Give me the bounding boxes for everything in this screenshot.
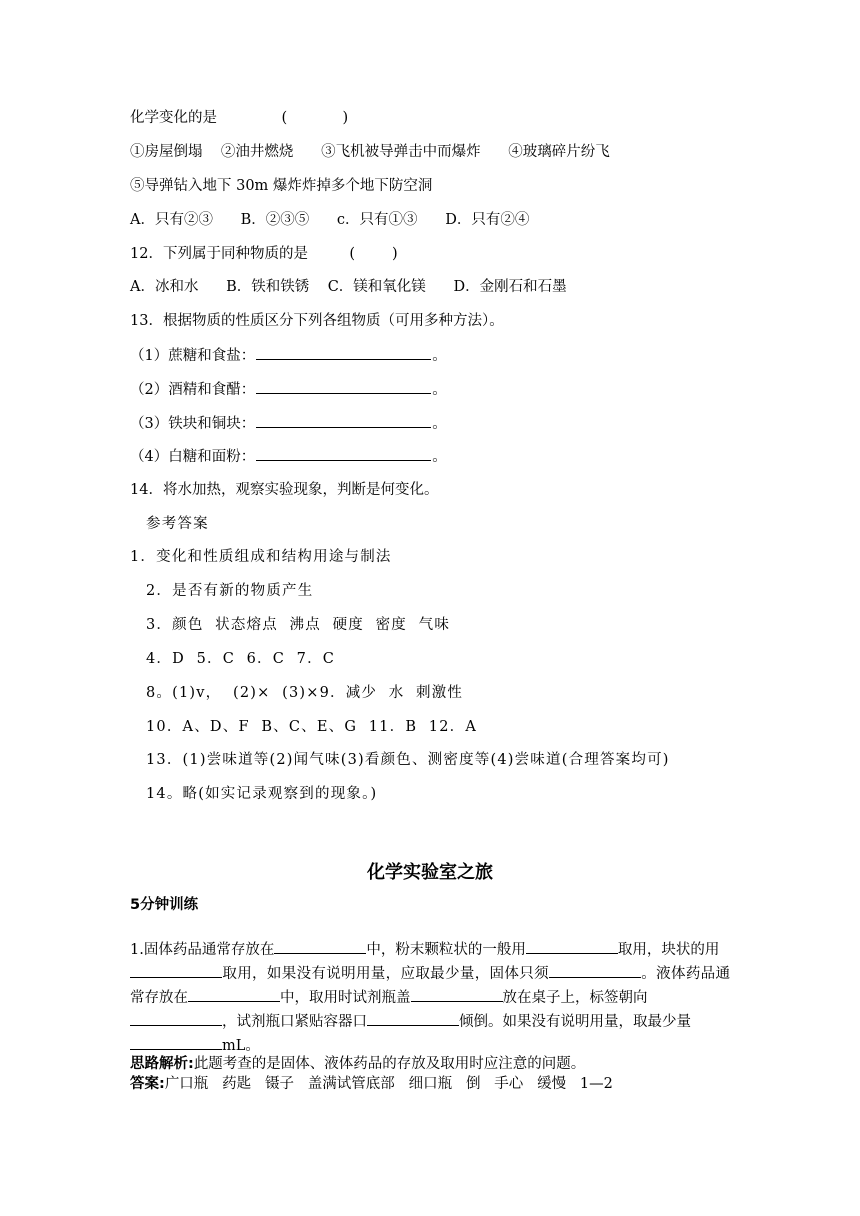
answer-blank [274,938,366,954]
answer-blank [256,413,431,428]
analysis-line [130,1054,585,1074]
answer-label: 答案: [130,1076,165,1092]
answer-blank [256,379,431,394]
answer-blank [549,962,641,978]
q11-options-line2: ⑤导弹钻入地下 30m 爆炸炸掉多个地下防空洞 [130,178,433,194]
answer-line: 13．(1)尝味道等(2)闻气味(3)看颜色、测密度等(4)尝味道(合理答案均可) [146,752,670,768]
q13-item: （3）铁块和铜块： 。 [130,413,447,434]
q13-item: （1）蔗糖和食盐： 。 [130,345,447,366]
analysis-label: 思路解析: [130,1056,194,1072]
answer-blank [256,345,431,360]
answer-line: 8。(1)v， (2)× (3)×9．减少 水 刺激性 [146,685,464,701]
analysis-text: 此题考查的是固体、液体药品的存放及取用时应注意的问题。 [193,1056,586,1072]
answer-blank [256,446,431,461]
q12-choices: A．冰和水 B．铁和铁锈 C．镁和氧化镁 D．金刚石和石墨 [130,279,567,295]
answer-blank [130,1010,222,1026]
answer-blank [411,986,503,1002]
q11-stem: 化学变化的是 ( ) [130,110,349,126]
q11-choices: A．只有②③ B．②③⑤ c．只有①③ D．只有②④ [130,212,530,228]
answer-blank [188,986,280,1002]
answer-line: 2．是否有新的物质产生 [146,583,314,599]
answer-blank [130,962,222,978]
section-subtitle: 5分钟训练 [130,897,199,913]
fill-in-question: 1.固体药品通常存放在 中，粉末颗粒状的一般用 取用，块状的用 取用，如果没有说明用量，应取最少量，固体只须 。液体药品通常存放在 中，取用时试剂瓶盖 放在桌子上，标签朝向 ，试剂瓶口紧贴容器口 倾倒。如果没有说明用量，取最少量 mL。 [130,938,730,1058]
q13-stem: 13．根据物质的性质区分下列各组物质（可用多种方法）。 [130,313,504,329]
answers-heading: 参考答案 [146,516,209,532]
q12-stem: 12．下列属于同种物质的是 ( ) [130,246,398,262]
answer-blank [367,1010,459,1026]
answer-line: 10．A、D、F B、C、E、G 11．B 12．A [146,719,478,735]
q14-stem: 14．将水加热，观察实验现象，判断是何变化。 [130,482,439,498]
q13-item: （4）白糖和面粉： 。 [130,446,447,467]
answer-blank [526,938,618,954]
answer-line: 1．变化和性质组成和结构用途与制法 [130,549,392,565]
q11-options-line1: ①房屋倒塌 ②油井燃烧 ③飞机被导弹击中而爆炸 ④玻璃碎片纷飞 [130,144,610,160]
answer-line: 4．D 5．C 6．C 7．C [146,651,336,667]
q13-item: （2）酒精和食醋： 。 [130,379,447,400]
answer-text: 广口瓶 药匙 镊子 盖满试管底部 细口瓶 倒 手心 缓慢 1—2 [164,1076,613,1092]
answer-key-line [130,1074,613,1094]
section-title: 化学实验室之旅 [367,862,493,883]
answer-blank [130,1034,222,1050]
answer-line: 3．颜色 状态熔点 沸点 硬度 密度 气味 [146,617,451,633]
answer-line: 14。略(如实记录观察到的现象。) [146,786,378,802]
